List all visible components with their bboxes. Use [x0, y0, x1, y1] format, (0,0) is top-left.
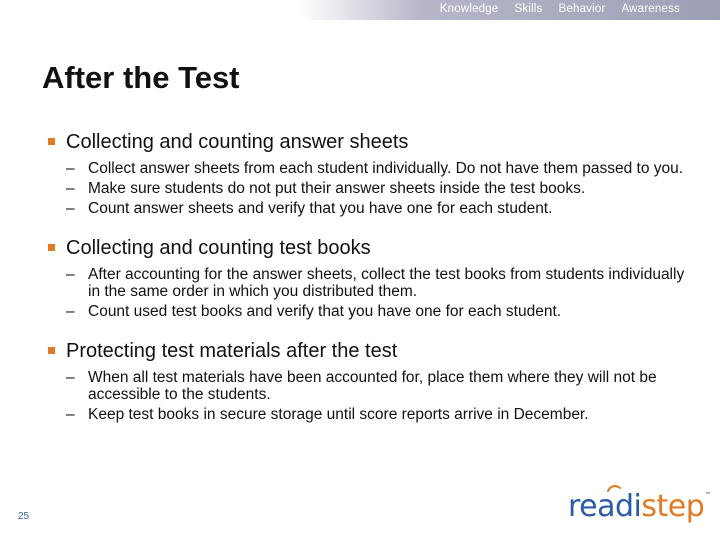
dash-bullet-icon: – [66, 200, 75, 217]
dash-bullet-icon: – [66, 369, 75, 386]
square-bullet-icon [48, 138, 55, 145]
slide-content [48, 130, 688, 442]
top-banner [0, 0, 720, 20]
list-item [66, 160, 688, 177]
logo-swoosh-icon [607, 484, 621, 494]
slide-title: After the Test [42, 60, 240, 95]
list-item [66, 266, 688, 300]
dash-bullet-icon: – [66, 406, 75, 423]
nav-skills[interactable]: Skills [514, 3, 543, 15]
list-item [66, 200, 688, 217]
dash-bullet-icon: – [66, 266, 75, 283]
list-item-text: Count used test books and verify that you have one for each student. [88, 303, 562, 320]
section-heading: Protecting test materials after the test [66, 340, 398, 362]
square-bullet-icon [48, 244, 55, 251]
list-item [66, 406, 688, 423]
section-test-books [48, 236, 688, 320]
logo-text-readi: readi [568, 489, 642, 524]
list-item [66, 180, 688, 197]
readistep-logo [568, 489, 711, 524]
nav-awareness[interactable]: Awareness [621, 3, 680, 15]
sub-bullet-list [66, 369, 688, 423]
list-item-text: Keep test books in secure storage until score reports arrive in December. [88, 406, 589, 423]
dash-bullet-icon: – [66, 180, 75, 197]
page-number: 25 [18, 511, 30, 522]
section-heading-row [48, 339, 688, 363]
list-item [66, 369, 688, 403]
list-item-text: Make sure students do not put their answer sheets inside the test books. [88, 180, 586, 197]
list-item-text: After accounting for the answer sheets, collect the test books from students individually in the same order in which you distributed them. [88, 266, 685, 300]
sub-bullet-list [66, 266, 688, 320]
square-bullet-icon [48, 347, 55, 354]
logo-text-step: step [641, 489, 705, 524]
section-heading: Collecting and counting test books [66, 237, 371, 259]
list-item-text: When all test materials have been accounted for, place them where they will not be accessible to the students. [88, 369, 657, 403]
nav-behavior[interactable]: Behavior [558, 3, 606, 15]
list-item-text: Count answer sheets and verify that you have one for each student. [88, 200, 553, 217]
list-item [66, 303, 688, 320]
section-answer-sheets [48, 130, 688, 217]
list-item-text: Collect answer sheets from each student individually. Do not have them passed to you. [88, 160, 684, 177]
nav-knowledge[interactable]: Knowledge [439, 3, 499, 15]
section-heading-row [48, 236, 688, 260]
dash-bullet-icon: – [66, 303, 75, 320]
section-heading: Collecting and counting answer sheets [66, 131, 409, 153]
section-heading-row [48, 130, 688, 154]
sub-bullet-list [66, 160, 688, 217]
section-protecting-materials [48, 339, 688, 423]
logo-trademark: ™ [704, 491, 711, 499]
dash-bullet-icon: – [66, 160, 75, 177]
header-nav [440, 3, 680, 15]
